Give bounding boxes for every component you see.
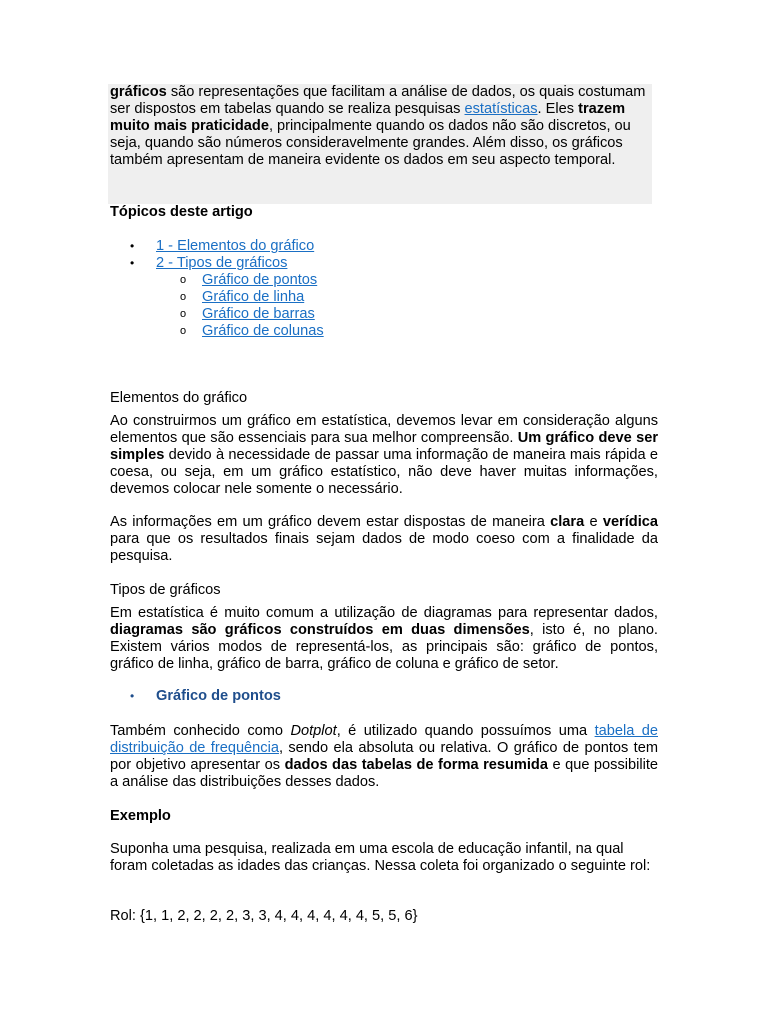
- circle-bullet-icon: o: [180, 325, 187, 337]
- section-heading-tipos: Tipos de gráficos: [110, 582, 221, 598]
- toc-link-colunas[interactable]: Gráfico de colunas: [202, 323, 324, 339]
- paragraph-elementos: [110, 413, 658, 498]
- para-text: Também conhecido como: [110, 723, 291, 739]
- example-paragraph: Suponha uma pesquisa, realizada em uma escola de educação infantil, na qual foram coletadas as idades das crianças. Nessa coleta foi organizado o seguinte rol:: [110, 841, 651, 874]
- para-text: e: [584, 514, 603, 530]
- rol-line: Rol: {1, 1, 2, 2, 2, 2, 3, 3, 4, 4, 4, 4, 4, 4, 5, 5, 6}: [110, 908, 418, 924]
- para-text: , é utilizado quando possuímos uma: [336, 723, 595, 739]
- toc-subitem: [110, 289, 658, 306]
- toc-subitem: [110, 272, 658, 289]
- toc-link-tipos[interactable]: 2 - Tipos de gráficos: [156, 255, 288, 271]
- paragraph-tipos: [110, 605, 658, 673]
- toc-subitem: [110, 306, 658, 323]
- toc-link-linha[interactable]: Gráfico de linha: [202, 289, 305, 305]
- toc-title-text: Tópicos deste artigo: [110, 204, 253, 220]
- para-bold: dados das tabelas de forma resumida: [284, 757, 548, 773]
- intro-text-3: , principalmente quando os dados não são discretos, ou seja, quando são números consideravelmente grandes. Além disso, os gráficos também apresentam de maneira evidente os dados em seu aspecto temporal.: [110, 118, 631, 168]
- para-text: Ao construirmos um gráfico em estatística, devemos levar em consideração alguns elementos que são essenciais para sua melhor compreensão.: [110, 413, 658, 446]
- bullet-icon: •: [130, 689, 135, 703]
- toc-link-barras[interactable]: Gráfico de barras: [202, 306, 315, 322]
- circle-bullet-icon: o: [180, 308, 187, 320]
- para-text: e que possibilite a análise das distribuições desses dados.: [110, 757, 659, 790]
- para-text: , isto é, no plano. Existem vários modos de representá-los, as principais são: gráfico de pontos, gráfico de linha, gráfico de barra, gráfico de coluna e gráfico de setor.: [110, 622, 658, 672]
- para-bold-clara: clara: [550, 514, 585, 530]
- paragraph-pontos: [110, 723, 658, 791]
- section-heading-elementos: Elementos do gráfico: [110, 390, 248, 406]
- para-bold: Um gráfico deve ser simples: [110, 430, 658, 463]
- paragraph-informacoes: [110, 514, 658, 565]
- bullet-icon: •: [130, 256, 135, 270]
- heading-text: Gráfico de pontos: [156, 688, 281, 704]
- circle-bullet-icon: o: [180, 291, 187, 303]
- intro-box: [108, 84, 652, 204]
- table-of-contents: [110, 238, 658, 340]
- para-text: para que os resultados finais sejam dados de modo coeso com a finalidade da pesquisa.: [110, 531, 658, 564]
- toc-link-elementos[interactable]: 1 - Elementos do gráfico: [156, 238, 315, 254]
- intro-text-1: são representações que facilitam a análise de dados, os quais costumam ser dispostos em tabelas quando se realiza pesquisas: [110, 84, 646, 117]
- circle-bullet-icon: o: [180, 274, 187, 286]
- link-tabela-distribuicao[interactable]: tabela de distribuição de frequência: [110, 723, 658, 756]
- intro-bold-praticidade: trazem muito mais praticidade: [110, 101, 626, 134]
- toc-subitem: [110, 323, 658, 340]
- toc-item: [110, 255, 658, 272]
- intro-text-2: . Eles: [537, 101, 579, 117]
- para-italic: Dotplot: [290, 723, 337, 739]
- link-estatisticas[interactable]: estatísticas: [464, 101, 538, 117]
- intro-paragraph: [110, 84, 648, 169]
- para-text: Em estatística é muito comum a utilização de diagramas para representar dados,: [110, 605, 658, 621]
- para-text: devido à necessidade de passar uma informação de maneira mais rápida e coesa, ou seja, em um gráfico estatístico, não deve haver muitas informações, devemos colocar nele somente o necessário.: [110, 447, 658, 497]
- intro-bold-graficos: gráficos: [110, 84, 167, 100]
- para-bold: diagramas são gráficos construídos em duas dimensões: [110, 622, 530, 638]
- para-text: , sendo ela absoluta ou relativa. O gráfico de pontos tem por objetivo apresentar os: [110, 740, 658, 773]
- section-heading-pontos: [110, 688, 658, 705]
- example-heading: [110, 808, 658, 825]
- toc-link-pontos[interactable]: Gráfico de pontos: [202, 272, 318, 288]
- bullet-icon: •: [130, 239, 135, 253]
- toc-title: [110, 204, 658, 221]
- toc-item: [110, 238, 658, 255]
- para-text: As informações em um gráfico devem estar dispostas de maneira: [110, 514, 551, 530]
- para-bold-veridica: verídica: [602, 514, 658, 530]
- example-heading-text: Exemplo: [110, 808, 171, 824]
